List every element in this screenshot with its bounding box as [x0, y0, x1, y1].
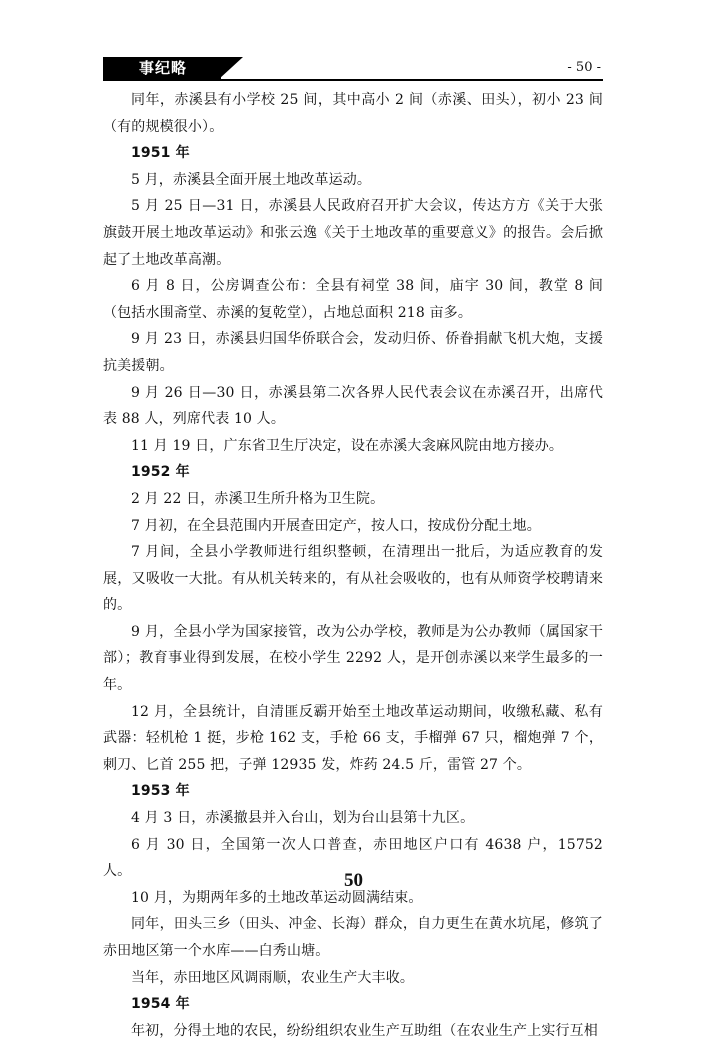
- paragraph: 11 月 19 日，广东省卫生厅决定，设在赤溪大衾麻风院由地方接办。: [131, 437, 564, 454]
- paragraph: 同年，赤溪县有小学校 25 间，其中高小 2 间（赤溪、田头），初小 23 间（有的规模很小）。: [103, 92, 603, 135]
- paragraph: 5 月 25 日—31 日，赤溪县人民政府召开扩大会议，传达方方《关于大张旗鼓开展土地改革运动》和张云逸《关于土地改革的重要意义》的报告。会后掀起了土地改革高潮。: [103, 198, 603, 268]
- paragraph: 9 月，全县小学为国家接管，改为公办学校，教师是为公办教师（属国家干部）；教育事业得到发展，在校小学生 2292 人，是开创赤溪以来学生最多的一年。: [103, 623, 603, 694]
- year-heading: 1953 年: [131, 783, 190, 800]
- year-heading: 1952 年: [131, 464, 190, 481]
- section-title: 事纪略: [139, 59, 188, 77]
- paragraph: 6 月 8 日，公房调查公布：全县有祠堂 38 间，庙宇 30 间，教堂 8 间（包括水围斋堂、赤溪的复乾堂），占地总面积 218 亩多。: [103, 278, 603, 321]
- paragraph: 当年，赤田地区风调雨顺，农业生产大丰收。: [131, 969, 414, 986]
- paragraph: 7 月初，在全县范围内开展查田定产，按人口，按成份分配土地。: [131, 517, 541, 534]
- header-tab-wedge: [219, 57, 243, 79]
- paragraph: 年初，分得土地的农民，纷纷组织农业生产互助组（在农业生产上实行互相: [131, 1022, 598, 1039]
- paragraph: 10 月，为期两年多的土地改革运动圆满结束。: [131, 889, 423, 906]
- header-page-number: - 50 -: [567, 60, 601, 75]
- paragraph: 9 月 26 日—30 日，赤溪县第二次各界人民代表会议在赤溪召开，出席代表 88 人，列席代表 10 人。: [103, 384, 603, 428]
- header-rule: [103, 79, 603, 81]
- paragraph: 6 月 30 日，全国第一次人口普查，赤田地区户口有 4638 户，15752 人。: [103, 836, 603, 880]
- year-heading: 1954 年: [131, 996, 190, 1013]
- paragraph: 2 月 22 日，赤溪卫生所升格为卫生院。: [131, 490, 385, 507]
- page-header: [103, 57, 603, 81]
- paragraph: 12 月，全县统计，自清匪反霸开始至土地改革运动期间，收缴私藏、私有武器：轻机枪 1 挺，步枪 162 支，手枪 66 支，手榴弹 67 只，榴炮弹 7 个，刺刀、匕首 255 把，子弹 12935 发，炸药 24.5 斤，雷管 27 个。: [103, 703, 603, 773]
- paragraph: 9 月 23 日，赤溪县归国华侨联合会，发动归侨、侨眷捐献飞机大炮，支援抗美援朝。: [103, 331, 603, 374]
- paragraph: 同年，田头三乡（田头、冲金、长海）群众，自力更生在黄水坑尾，修筑了赤田地区第一个水库——白秀山塘。: [103, 916, 603, 959]
- footer-page-number: 50: [344, 870, 363, 891]
- year-heading: 1951 年: [131, 145, 190, 162]
- body-text: [103, 87, 603, 1044]
- paragraph: 4 月 3 日，赤溪撤县并入台山，划为台山县第十九区。: [131, 810, 475, 827]
- paragraph: 5 月，赤溪县全面开展土地改革运动。: [131, 171, 372, 188]
- paragraph: 7 月间，全县小学教师进行组织整顿，在清理出一批后，为适应教育的发展，又吸收一大批。有从机关转来的，有从社会吸收的，也有从师资学校聘请来的。: [103, 544, 603, 614]
